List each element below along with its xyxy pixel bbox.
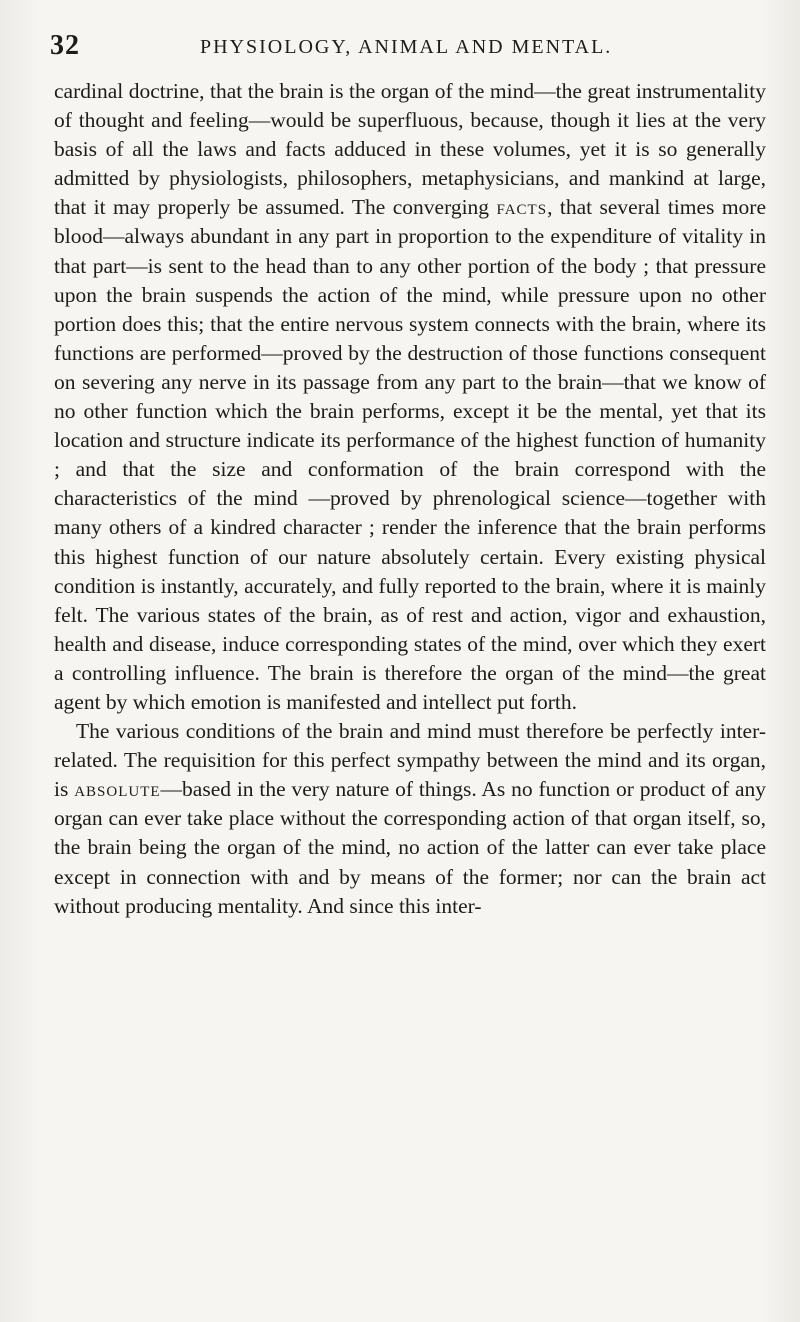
paragraph-1-part-1: cardinal doctrine, that the brain is the organ of the mind—the great instrumentality of thought and feeling—would be superfluous, because, though it lies at the very basis of all the laws and facts adduced in these volumes, yet it is so generally admitted by physiologists, philosophers, metaphysicians, and mankind at large, that it may properly be assumed. The converging — [54, 79, 766, 220]
paragraph-1 — [54, 77, 766, 717]
paragraph-1-part-2: , that several times more blood—always abundant in any part in proportion to the expenditure of vitality in that part—is sent to the head than to any other portion of the body ; that pressure upon the brain suspends the action of the mind, while pressure upon no other portion does this; that the entire nervous system connects with the brain, where its functions are performed—proved by the destruction of those functions consequent on severing any nerve in its passage from any part to the brain—that we know of no other function which the brain performs, except it be the mental, yet that its location and structure indicate its performance of the highest function of humanity ; and that the size and conformation of the brain correspond with the characteristics of the mind —proved by phrenological science—together with many others of a kindred character ; render the inference that the brain performs this highest function of our nature absolutely certain. Every existing physical condition is instantly, accurately, and fully reported to the brain, where it is mainly felt. The various states of the brain, as of rest and action, vigor and exhaustion, health and disease, induce corresponding states of the mind, over which they exert a controlling influence. The brain is therefore the organ of the mind—the great agent by which emotion is manifested and intellect put forth. — [54, 195, 766, 714]
body-text — [54, 77, 766, 921]
small-caps-absolute: absolute — [74, 777, 161, 802]
page-number: 32 — [50, 30, 80, 61]
small-caps-facts: facts — [496, 195, 548, 220]
paragraph-2-part-2: —based in the very nature of things. As no function or product of any organ can ever take place without the corresponding action of that organ itself, so, the brain being the organ of the mind, no action of the latter can ever take place except in connection with and by means of the former; nor can the brain act without producing mentality. And since this inter- — [54, 777, 767, 918]
running-head: PHYSIOLOGY, ANIMAL AND MENTAL. — [200, 36, 613, 58]
page-header — [50, 30, 750, 70]
paragraph-2-part-1: The various conditions of the brain and mind must therefore be perfectly inter-related. The requisition for this perfect sympathy between the mind and its organ, is — [54, 719, 766, 802]
paragraph-2 — [54, 717, 766, 921]
